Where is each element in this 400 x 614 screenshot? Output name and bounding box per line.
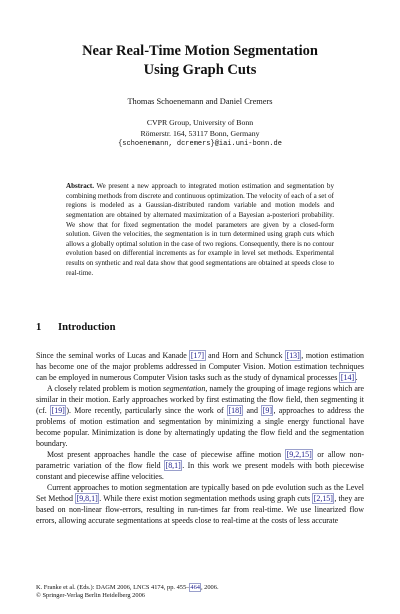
affiliation (40, 118, 360, 150)
title-line-2: Using Graph Cuts (143, 62, 257, 78)
abstract (66, 182, 334, 278)
text-run: and Horn and Schunck (205, 351, 286, 360)
affiliation-group: CVPR Group, University of Bonn (146, 118, 254, 127)
text-run: Since the seminal works of Lucas and Kanade (36, 351, 190, 360)
body-text (36, 350, 364, 526)
text-run: , approaches to address the problems of motion estimation and segmentation by minimizing a single energy functional have become popular. Minimization is done by alternatingly updating the flow field and the segmentation boundary. (36, 406, 364, 449)
text-run: , namely the grouping of image regions which are similar in their motion. Early approaches worked by first estimating the flow field, then segmenting it (cf. (36, 384, 365, 416)
text-run: and (243, 406, 262, 416)
section-number: 1 (36, 322, 42, 333)
citation-link[interactable]: [17] (190, 351, 205, 360)
emphasis: segmentation (163, 384, 206, 394)
citation-link[interactable]: [9,2,15] (286, 450, 312, 460)
abstract-label: Abstract. (66, 182, 94, 190)
text-run: K. Franke et al. (Eds.): DAGM 2006, LNCS 4174, pp. 455– (36, 584, 190, 591)
text-run: A closely related problem is motion (47, 384, 163, 394)
citation-link[interactable]: [19] (51, 406, 65, 416)
text-run: Current approaches to motion segmentation are typically based on pde evolution such as the Level Set Method (36, 483, 364, 504)
paragraph-3 (36, 449, 364, 482)
citation-link[interactable]: [18] (228, 406, 242, 416)
footer-copyright: © Springer-Verlag Berlin Heidelberg 2006 (36, 592, 145, 600)
text-run: , motion estimation has become one of the major problems addressed in Computer Vision. Motion estimation techniques can be employed in numerous Computer Vision tasks such as the study of dynamical processes (36, 351, 365, 383)
citation-link[interactable]: [9] (262, 406, 272, 416)
text-run: . While there exist motion segmentation methods using graph cuts (99, 494, 313, 504)
citation-link[interactable]: [13] (286, 351, 300, 360)
paragraph-1 (36, 350, 364, 383)
page-footer (36, 584, 219, 601)
paragraph-4 (36, 482, 364, 526)
abstract-text: We present a new approach to integrated motion estimation and segmentation by combining methods from discrete and continuous optimization. The velocity of each of a set of regions is modeled as a Gaussian-distributed random variable and motion models and segmentation are obtained by alternated maximization of a Bayesian a-posteriori probability. We show that for fixed segmentation the model parameters are given by a closed-form solution. Given the velocities, the segmentation is in turn determined using graph cuts which allows a globally optimal solution in the case of two regions. Consequently, there is no contour evolution based on differential increments as for example in level set methods. Experimental results on synthetic and real data show that good segmentations are obtained at speeds close to real-time. (66, 182, 334, 277)
citation-link[interactable]: [8,1] (165, 461, 181, 471)
text-run: ). More recently, particularly since the work of (66, 406, 227, 416)
section-heading (36, 322, 116, 333)
text-run: Most present approaches handle the case of piecewise affine motion (47, 450, 286, 460)
citation-link[interactable]: [14] (340, 373, 355, 383)
text-run: or allow non-parametric variation of the flow field (36, 450, 364, 471)
title-line-1: Near Real-Time Motion Segmentation (82, 43, 318, 59)
paper-title (40, 42, 360, 80)
footer-citation (36, 584, 219, 592)
authors: Thomas Schoenemann and Daniel Cremers (127, 97, 273, 106)
text-run: . In this work we present models with both piecewise constant and piecewise affine velocities. (36, 461, 364, 482)
citation-link[interactable]: [2,15] (313, 494, 333, 504)
text-run: , 2006. (200, 584, 219, 591)
paragraph-2 (36, 383, 364, 449)
affiliation-address: Römerstr. 164, 53117 Bonn, Germany (140, 128, 260, 138)
citation-link[interactable]: [9,8,1] (76, 494, 98, 504)
section-title: Introduction (58, 322, 116, 333)
page-link[interactable]: 464 (190, 584, 200, 591)
affiliation-email: {schoenemann, dcremers}@iai.uni-bonn.de (118, 140, 282, 149)
text-run: . (355, 373, 358, 383)
text-run: , they are based on non-linear flow-errors, resulting in run-times far from real-time. We use linearized flow errors, allowing accurate segmentations at speeds close to real-time at the costs of less accurate (36, 494, 364, 526)
